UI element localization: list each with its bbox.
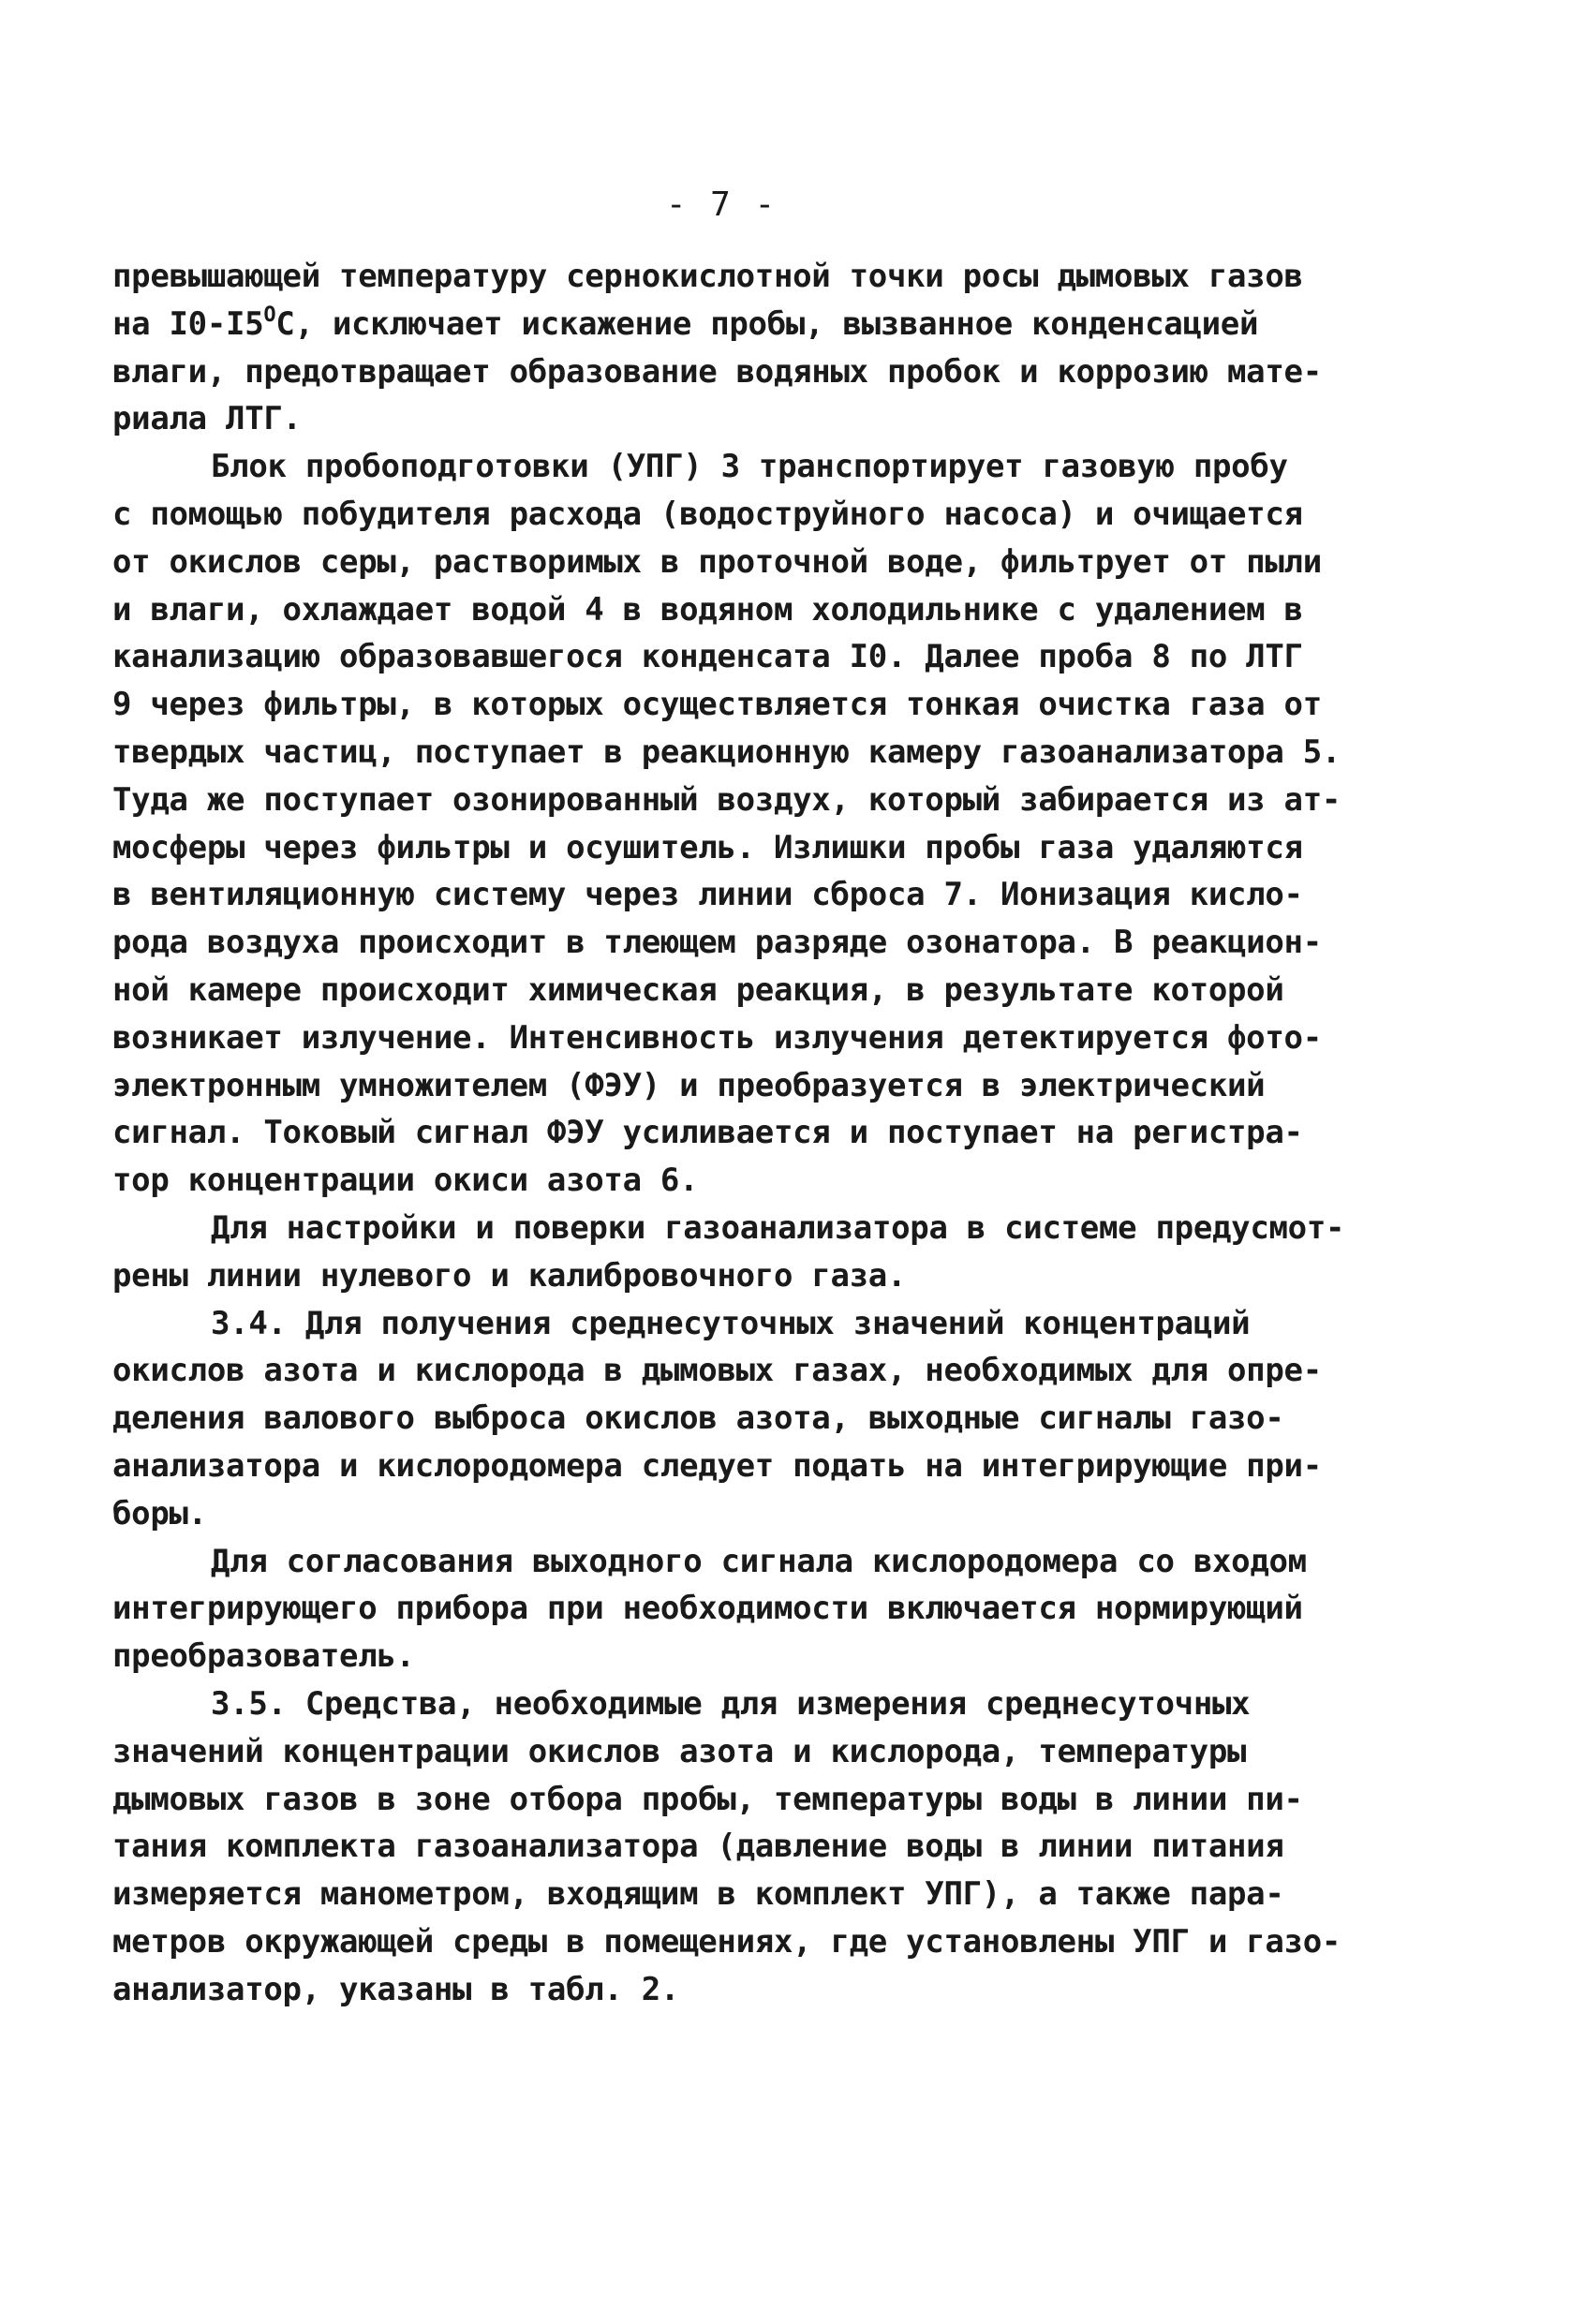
text-line: 3.4. Для получения среднесуточных значений концентраций (211, 1304, 1251, 1342)
text-line: в вентиляционную систему через линии сброса 7. Ионизация кисло- (112, 876, 1303, 914)
text-line: анализатор, указаны в табл. 2. (112, 1970, 680, 2008)
text-line: возникает излучение. Интенсивность излучения детектируется фото- (112, 1018, 1322, 1057)
text-line: боры. (112, 1494, 207, 1532)
text-fragment: на I0-I5 (112, 304, 264, 343)
text-line: электронным умножителем (ФЭУ) и преобразуется в электрический (112, 1066, 1266, 1104)
text-line: рода воздуха происходит в тлеющем разряде озонатора. В реакцион- (112, 924, 1322, 962)
text-line: тор концентрации окиси азота 6. (112, 1162, 699, 1200)
text-line: от окислов серы, растворимых в проточной воде, фильтрует от пыли (112, 542, 1322, 581)
text-line: измеряется манометром, входящим в комплект УПГ), а также пара- (112, 1875, 1284, 1914)
text-line: рены линии нулевого и калибровочного газа. (112, 1256, 907, 1295)
text-line: преобразователь. (112, 1637, 415, 1676)
text-line: превышающей температуру сернокислотной точки росы дымовых газов (112, 258, 1303, 295)
text-line: анализатора и кислородомера следует подать на интегрирующие при- (112, 1446, 1322, 1485)
text-line: с помощью побудителя расхода (водоструйного насоса) и очищается (112, 495, 1303, 533)
text-line: Блок пробоподготовки (УПГ) 3 транспортирует газовую пробу (211, 448, 1288, 486)
text-line: риала ЛТГ. (112, 400, 302, 438)
text-line: дымовых газов в зоне отбора пробы, температуры воды в линии пи- (112, 1780, 1303, 1818)
text-line: интегрирующего прибора при необходимости включается нормирующий (112, 1590, 1303, 1628)
text-line: твердых частиц, поступает в реакционную камеру газоанализатора 5. (112, 733, 1341, 771)
text-line: Для настройки и поверки газоанализатора в системе предусмот- (211, 1208, 1345, 1247)
degree-superscript: О (263, 303, 276, 327)
text-line: окислов азота и кислорода в дымовых газах, необходимых для опре- (112, 1352, 1322, 1390)
text-line: деления валового выброса окислов азота, выходные сигналы газо- (112, 1399, 1284, 1438)
text-line: Туда же поступает озонированный воздух, который забирается из ат- (112, 780, 1341, 819)
body-text (112, 253, 1443, 2013)
text-line: значений концентрации окислов азота и кислорода, температуры (112, 1732, 1247, 1770)
text-line: Для согласования выходного сигнала кислородомера со входом (211, 1542, 1307, 1580)
text-fragment: С, исключает искажение пробы, вызванное конденсацией (275, 304, 1259, 343)
text-line (112, 301, 1443, 348)
text-line: мосферы через фильтры и осушитель. Излишки пробы газа удаляются (112, 828, 1303, 866)
text-line: 3.5. Средства, необходимые для измерения среднесуточных (211, 1684, 1251, 1723)
text-line: влаги, предотвращает образование водяных пробок и коррозию мате- (112, 352, 1322, 391)
page-number: - 7 - (665, 185, 778, 224)
text-line: 9 через фильтры, в которых осуществляется тонкая очистка газа от (112, 686, 1322, 724)
text-line: и влаги, охлаждает водой 4 в водяном холодильнике с удалением в (112, 590, 1303, 629)
text-line: канализацию образовавшегося конденсата I0. Далее проба 8 по ЛТГ (112, 638, 1303, 676)
text-line: метров окружающей среды в помещениях, где установлены УПГ и газо- (112, 1922, 1341, 1961)
text-line: сигнал. Токовый сигнал ФЭУ усиливается и поступает на регистра- (112, 1114, 1303, 1152)
text-line: ной камере происходит химическая реакция, в результате которой (112, 970, 1284, 1009)
text-line: тания комплекта газоанализатора (давление воды в линии питания (112, 1828, 1284, 1866)
